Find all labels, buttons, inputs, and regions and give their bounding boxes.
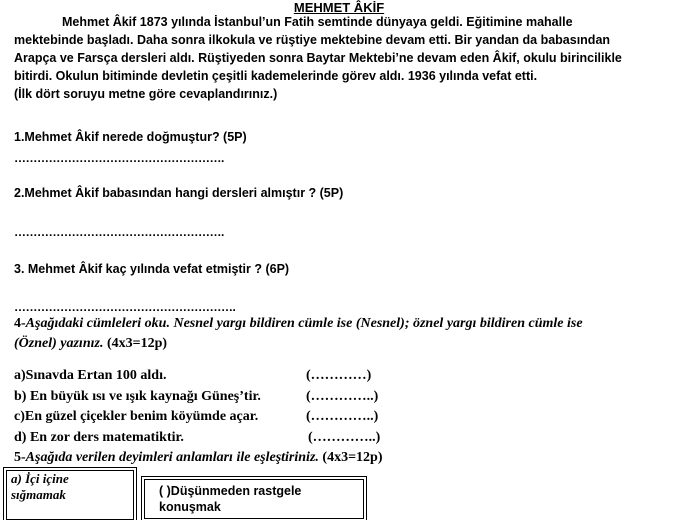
task-4-blank-a[interactable]: (…………): [306, 368, 372, 383]
answer-line-3: ………………………………………………….: [14, 300, 236, 314]
idiom-a-line-1: a) İçi içine: [11, 471, 69, 486]
question-3: 3. Mehmet Âkif kaç yılında vefat etmiştir ? (6P): [14, 262, 290, 276]
answer-line-2: ……………………………………………….: [14, 225, 224, 239]
task-4-blank-c[interactable]: (…………..): [306, 409, 379, 424]
meaning-box-1[interactable]: [144, 479, 364, 519]
paragraph-line-3: Arapça ve Farsça dersleri aldı. Rüştiyeden sonra Baytar Mektebi’ne devam eden Âkif, okulu birincilikle: [14, 51, 622, 65]
instruction-note: (İlk dört soruyu metne göre cevaplandırınız.): [14, 87, 278, 101]
task-4-item-a: a)Sınavda Ertan 100 aldı.: [14, 368, 167, 383]
task-4-blank-d[interactable]: (…………..): [308, 430, 381, 445]
task-4-text: Aşağıdaki cümleleri oku. Nesnel yargı bildiren cümle ise (Nesnel); öznel yargı bildiren cümle ise: [25, 316, 583, 331]
question-2: 2.Mehmet Âkif babasından hangi dersleri almıştır ? (5P): [14, 186, 344, 200]
task-5-prefix: 5-: [14, 450, 26, 465]
task-4-instruction-2: [14, 336, 167, 352]
task-4-prefix: 4-: [14, 316, 26, 331]
idiom-a-line-2: sığmamak: [11, 487, 66, 502]
task-4-points: (4x3=12p): [103, 336, 168, 351]
task-4-instruction: [14, 316, 583, 332]
meaning-1-line-1: ( )Düşünmeden rastgele: [159, 484, 302, 498]
idiom-box-a: [6, 470, 134, 520]
paragraph-line-4: bitirdi. Okulun bitiminde devletin çeşitli kademelerinde görev aldı. 1936 yılında vefat etti.: [14, 69, 538, 83]
paragraph-line-1: Mehmet Âkif 1873 yılında İstanbul’un Fatih semtinde dünyaya geldi. Eğitimine mahalle: [62, 15, 573, 29]
paragraph-line-2: mektebinde başladı. Daha sonra ilkokula ve rüştiye mektebine devam etti. Bir yandan da babasından: [14, 33, 611, 47]
task-5-text: Aşağıda verilen deyimleri anlamları ile eşleştiriniz.: [25, 450, 319, 465]
task-4-item-c: c)En güzel çiçekler benim köyümde açar.: [14, 409, 259, 424]
meaning-1-line-2: konuşmak: [159, 500, 221, 514]
task-4-item-b: b) En büyük ısı ve ışık kaynağı Güneş’tir.: [14, 389, 261, 404]
task-5-points: (4x3=12p): [318, 450, 383, 465]
page-title: MEHMET ÂKİF: [293, 0, 385, 15]
task-5-instruction: [14, 450, 383, 466]
task-4-blank-b[interactable]: (…………..): [306, 389, 379, 404]
question-1: 1.Mehmet Âkif nerede doğmuştur? (5P): [14, 130, 247, 144]
task-4-text-2: (Öznel) yazınız.: [14, 336, 104, 351]
task-4-item-d: d) En zor ders matematiktir.: [14, 430, 184, 445]
answer-line-1: ……………………………………………….: [14, 151, 224, 165]
